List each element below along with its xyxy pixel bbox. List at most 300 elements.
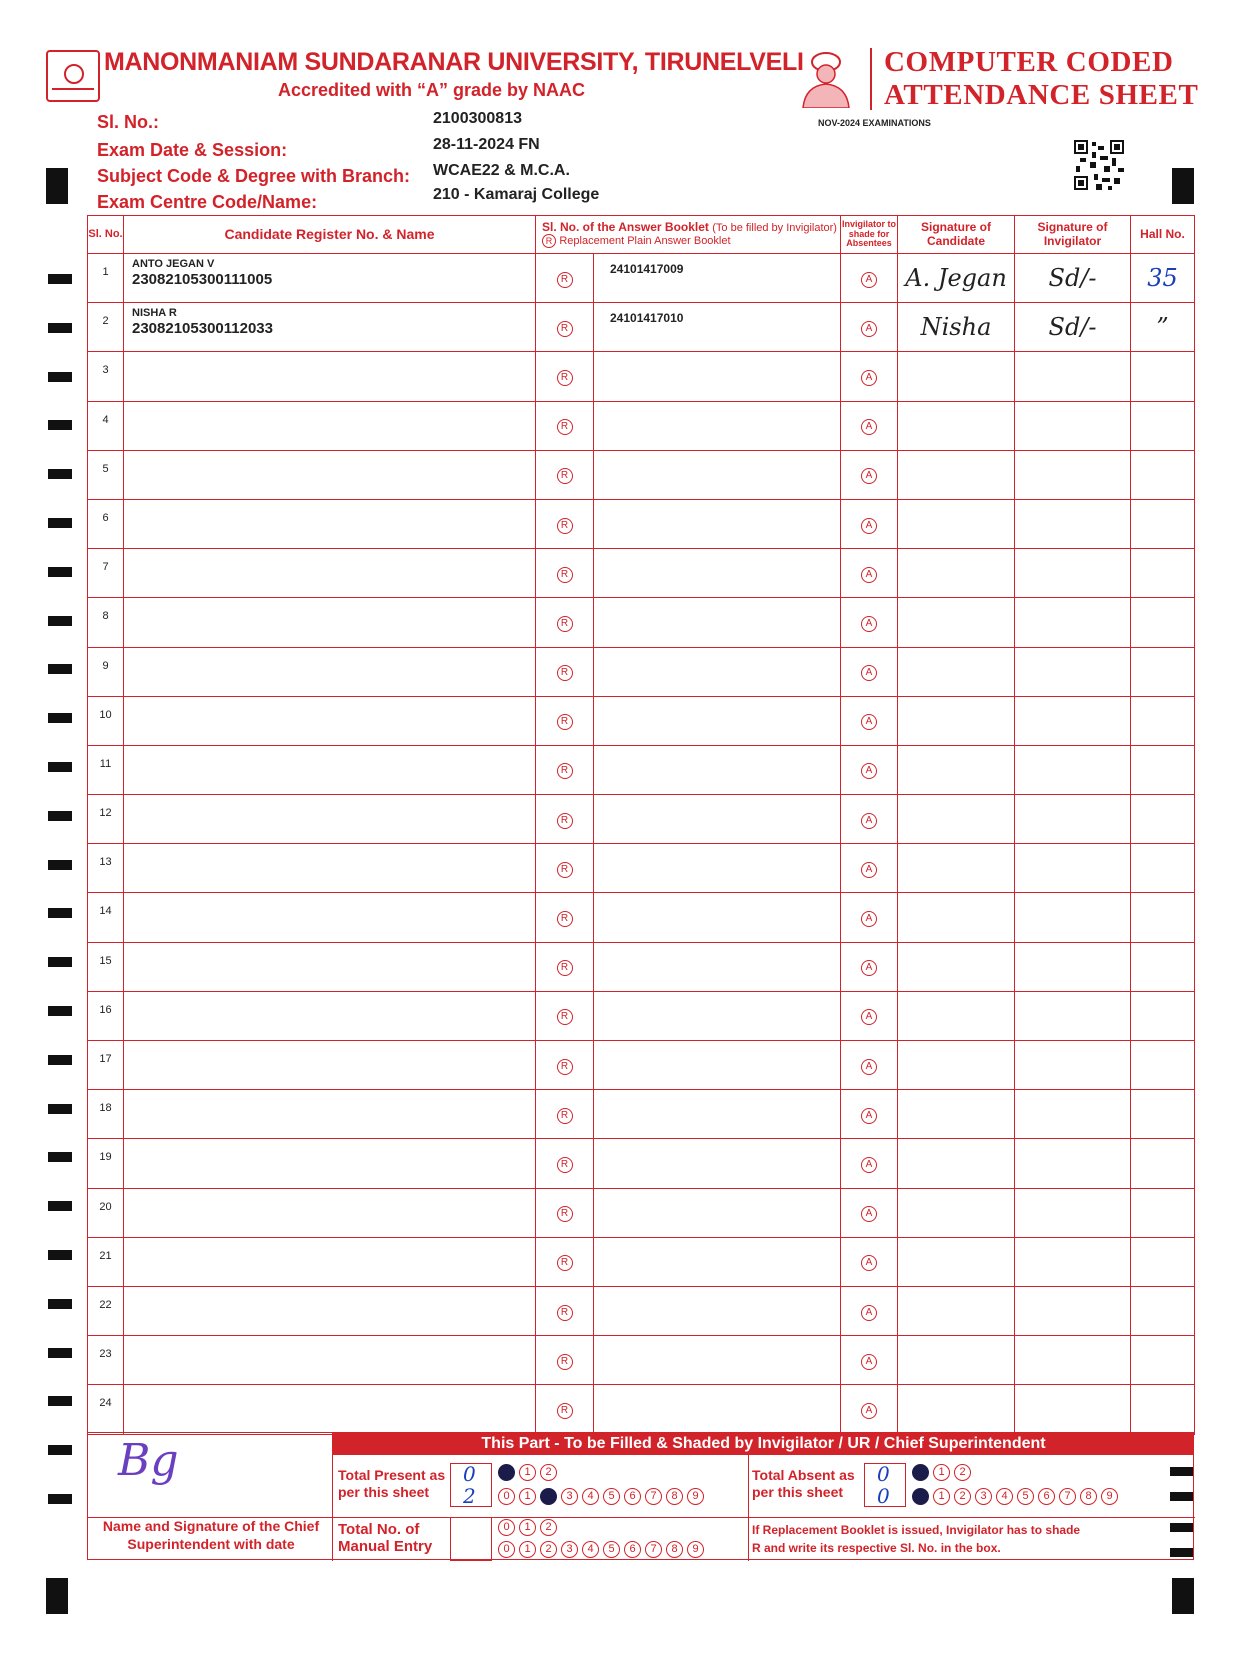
invigilator-signature[interactable] <box>1015 745 1131 794</box>
invigilator-signature[interactable] <box>1015 795 1131 844</box>
hall-number[interactable] <box>1131 942 1195 991</box>
bubble[interactable]: 6 <box>624 1488 641 1505</box>
timing-mark <box>48 908 72 918</box>
exam-tag: NOV-2024 EXAMINATIONS <box>818 118 931 128</box>
replacement-cell[interactable] <box>536 795 594 844</box>
replacement-cell[interactable] <box>536 991 594 1040</box>
candidate-cell <box>124 1385 536 1434</box>
absent-bubble[interactable]: A <box>861 616 877 632</box>
invigilator-signature[interactable] <box>1015 450 1131 499</box>
replacement-bubble[interactable]: R <box>557 1255 573 1271</box>
replacement-bubble[interactable]: R <box>557 911 573 927</box>
absent-cell[interactable] <box>841 1385 898 1434</box>
candidate-cell <box>124 549 536 598</box>
hall-number[interactable] <box>1131 991 1195 1040</box>
invigilator-signature[interactable] <box>1015 499 1131 548</box>
total-present-box[interactable] <box>450 1463 492 1507</box>
replacement-cell[interactable] <box>536 745 594 794</box>
bubble[interactable]: 5 <box>603 1488 620 1505</box>
absent-cell[interactable] <box>841 303 898 352</box>
bubble[interactable]: 4 <box>996 1488 1013 1505</box>
invigilator-signature[interactable] <box>1015 1385 1131 1434</box>
replacement-bubble[interactable]: R <box>557 665 573 681</box>
hall-number[interactable] <box>1131 696 1195 745</box>
candidate-signature[interactable] <box>898 1286 1015 1335</box>
candidate-cell <box>124 647 536 696</box>
present-tens-bubbles[interactable] <box>498 1464 557 1481</box>
bubble[interactable]: 0 <box>498 1519 515 1536</box>
replacement-cell[interactable] <box>536 1336 594 1385</box>
absent-bubble[interactable]: A <box>861 862 877 878</box>
replacement-cell[interactable] <box>536 352 594 401</box>
hall-number[interactable] <box>1131 647 1195 696</box>
booklet-number[interactable] <box>594 1237 841 1286</box>
bubble[interactable]: 5 <box>603 1541 620 1558</box>
present-units-bubbles[interactable] <box>498 1488 704 1505</box>
replacement-bubble[interactable]: R <box>557 1009 573 1025</box>
bubble[interactable]: 9 <box>1101 1488 1118 1505</box>
accreditation-text: Accredited with “A” grade by NAAC <box>278 80 586 100</box>
bubble[interactable]: 4 <box>582 1488 599 1505</box>
replacement-bubble[interactable]: R <box>557 1108 573 1124</box>
replacement-cell[interactable] <box>536 647 594 696</box>
replacement-bubble[interactable]: R <box>557 1206 573 1222</box>
booklet-number[interactable] <box>594 696 841 745</box>
candidate-signature[interactable] <box>898 1336 1015 1385</box>
row-slno: 24 <box>88 1385 124 1434</box>
absent-cell[interactable] <box>841 1237 898 1286</box>
hall-number[interactable] <box>1131 795 1195 844</box>
candidate-signature[interactable] <box>898 647 1015 696</box>
candidate-signature[interactable] <box>898 499 1015 548</box>
col-candidate: Candidate Register No. & Name <box>124 216 536 254</box>
absent-cell[interactable] <box>841 893 898 942</box>
absent-bubble[interactable]: A <box>861 567 877 583</box>
centre-value: 210 - Kamaraj College <box>433 186 600 203</box>
hall-number[interactable] <box>1131 499 1195 548</box>
replacement-cell[interactable] <box>536 1237 594 1286</box>
candidate-signature[interactable] <box>898 549 1015 598</box>
invigilator-signature[interactable]: Sd/- <box>1015 254 1131 303</box>
absent-cell[interactable] <box>841 1041 898 1090</box>
candidate-signature[interactable] <box>898 1139 1015 1188</box>
timing-mark <box>48 664 72 674</box>
booklet-number[interactable] <box>594 844 841 893</box>
hall-number[interactable] <box>1131 1090 1195 1139</box>
hall-number[interactable] <box>1131 598 1195 647</box>
timing-mark <box>48 1396 72 1406</box>
absent-bubble[interactable]: A <box>861 321 877 337</box>
absent-bubble[interactable]: A <box>861 1059 877 1075</box>
sheet-title <box>884 46 1199 112</box>
booklet-number[interactable] <box>594 1139 841 1188</box>
university-logo <box>46 50 100 102</box>
hall-number[interactable] <box>1131 549 1195 598</box>
replacement-cell[interactable] <box>536 696 594 745</box>
candidate-name: ANTO JEGAN V <box>132 258 215 270</box>
absent-bubble[interactable]: A <box>861 960 877 976</box>
timing-mark <box>48 957 72 967</box>
absent-bubble[interactable]: A <box>861 272 877 288</box>
candidate-signature[interactable] <box>898 1385 1015 1434</box>
invigilator-signature[interactable] <box>1015 1336 1131 1385</box>
bubble[interactable]: 1 <box>519 1519 536 1536</box>
invigilator-signature[interactable] <box>1015 1090 1131 1139</box>
candidate-cell <box>124 795 536 844</box>
replacement-bubble[interactable]: R <box>557 1157 573 1173</box>
bubble[interactable]: 7 <box>645 1541 662 1558</box>
bubble[interactable]: 8 <box>666 1541 683 1558</box>
candidate-cell <box>124 598 536 647</box>
invigilator-signature[interactable] <box>1015 1188 1131 1237</box>
hall-number[interactable]: 35 <box>1131 254 1195 303</box>
bubble[interactable]: 9 <box>687 1541 704 1558</box>
absent-bubble[interactable]: A <box>861 1157 877 1173</box>
absent-bubble[interactable]: A <box>861 763 877 779</box>
replacement-cell[interactable] <box>536 893 594 942</box>
table-row <box>88 254 1195 303</box>
row-slno: 8 <box>88 598 124 647</box>
hall-number[interactable] <box>1131 844 1195 893</box>
replacement-bubble[interactable]: R <box>557 813 573 829</box>
booklet-number[interactable] <box>594 991 841 1040</box>
summary-section <box>87 1432 1194 1560</box>
absent-cell[interactable] <box>841 844 898 893</box>
booklet-number[interactable] <box>594 745 841 794</box>
absent-bubble[interactable]: A <box>861 665 877 681</box>
bubble[interactable]: 7 <box>1059 1488 1076 1505</box>
absent-bubble[interactable]: A <box>861 911 877 927</box>
replacement-cell[interactable] <box>536 1385 594 1434</box>
replacement-cell[interactable] <box>536 942 594 991</box>
invigilator-signature[interactable] <box>1015 1139 1131 1188</box>
bubble[interactable]: 4 <box>582 1541 599 1558</box>
table-row <box>88 352 1195 401</box>
invigilator-signature[interactable] <box>1015 1286 1131 1335</box>
table-row <box>88 942 1195 991</box>
row-slno: 5 <box>88 450 124 499</box>
col-absent: Invigilator to shade for Absentees <box>841 216 898 254</box>
bubble[interactable]: 0 <box>912 1488 929 1505</box>
booklet-number[interactable] <box>594 1336 841 1385</box>
bubble[interactable]: 1 <box>519 1488 536 1505</box>
hall-number[interactable] <box>1131 450 1195 499</box>
hall-number[interactable] <box>1131 352 1195 401</box>
bubble[interactable]: 2 <box>954 1488 971 1505</box>
absent-cell[interactable] <box>841 745 898 794</box>
candidate-signature[interactable] <box>898 598 1015 647</box>
absent-cell[interactable] <box>841 942 898 991</box>
replacement-bubble[interactable]: R <box>557 763 573 779</box>
absent-cell[interactable] <box>841 991 898 1040</box>
invigilator-signature[interactable] <box>1015 1041 1131 1090</box>
absent-cell[interactable] <box>841 795 898 844</box>
absent-bubble[interactable]: A <box>861 1354 877 1370</box>
bubble[interactable]: 3 <box>561 1488 578 1505</box>
replacement-bubble[interactable]: R <box>557 1059 573 1075</box>
invigilator-signature[interactable] <box>1015 1237 1131 1286</box>
booklet-number[interactable]: 24101417010 <box>594 303 841 352</box>
replacement-cell[interactable] <box>536 499 594 548</box>
timing-mark <box>48 1104 72 1114</box>
replacement-cell[interactable] <box>536 450 594 499</box>
candidate-signature[interactable] <box>898 1237 1015 1286</box>
absent-cell[interactable] <box>841 401 898 450</box>
booklet-number[interactable] <box>594 352 841 401</box>
hall-number[interactable]: ” <box>1131 303 1195 352</box>
bubble[interactable]: 8 <box>666 1488 683 1505</box>
absent-bubble[interactable]: A <box>861 1305 877 1321</box>
candidate-signature[interactable]: A. Jegan <box>898 254 1015 303</box>
replacement-bubble-icon: R <box>542 234 556 248</box>
bubble[interactable]: 2 <box>540 1541 557 1558</box>
candidate-cell <box>124 942 536 991</box>
absent-bubble[interactable]: A <box>861 1206 877 1222</box>
replacement-bubble[interactable]: R <box>557 960 573 976</box>
hall-number[interactable] <box>1131 1385 1195 1434</box>
absent-bubble[interactable]: A <box>861 370 877 386</box>
booklet-number[interactable] <box>594 893 841 942</box>
sheet-title-line1: COMPUTER CODED <box>884 46 1174 78</box>
bubble[interactable]: 7 <box>645 1488 662 1505</box>
bubble[interactable]: 6 <box>624 1541 641 1558</box>
hall-number[interactable] <box>1131 401 1195 450</box>
invigilator-signature[interactable] <box>1015 844 1131 893</box>
absent-bubble[interactable]: A <box>861 419 877 435</box>
invigilator-signature[interactable] <box>1015 647 1131 696</box>
founder-portrait <box>795 46 857 108</box>
timing-mark <box>48 811 72 821</box>
candidate-signature[interactable] <box>898 893 1015 942</box>
replacement-bubble[interactable]: R <box>557 1305 573 1321</box>
bubble[interactable]: 1 <box>933 1488 950 1505</box>
bubble[interactable]: 0 <box>498 1541 515 1558</box>
candidate-signature[interactable] <box>898 696 1015 745</box>
bubble[interactable]: 6 <box>1038 1488 1055 1505</box>
timing-mark <box>48 469 72 479</box>
absent-bubble[interactable]: A <box>861 468 877 484</box>
candidate-signature[interactable] <box>898 795 1015 844</box>
table-row <box>88 499 1195 548</box>
absent-cell[interactable] <box>841 696 898 745</box>
total-absent-box[interactable] <box>864 1463 906 1507</box>
hall-number[interactable] <box>1131 1041 1195 1090</box>
candidate-signature[interactable]: Nisha <box>898 303 1015 352</box>
replacement-cell[interactable] <box>536 1286 594 1335</box>
timing-mark <box>48 1348 72 1358</box>
candidate-signature[interactable] <box>898 1188 1015 1237</box>
manual-tens-bubbles[interactable] <box>498 1519 557 1536</box>
hall-number[interactable] <box>1131 1188 1195 1237</box>
hall-number[interactable] <box>1131 893 1195 942</box>
absent-tens-bubbles[interactable] <box>912 1464 971 1481</box>
absent-cell[interactable] <box>841 254 898 303</box>
bubble[interactable]: 1 <box>519 1464 536 1481</box>
candidate-signature[interactable] <box>898 450 1015 499</box>
candidate-cell <box>124 1188 536 1237</box>
booklet-number[interactable] <box>594 1188 841 1237</box>
manual-entry-box[interactable] <box>450 1517 492 1561</box>
table-row <box>88 1139 1195 1188</box>
bubble[interactable]: 9 <box>687 1488 704 1505</box>
hall-number[interactable] <box>1131 745 1195 794</box>
replacement-bubble[interactable]: R <box>557 616 573 632</box>
absent-bubble[interactable]: A <box>861 518 877 534</box>
invigilator-signature[interactable]: Sd/- <box>1015 303 1131 352</box>
bubble[interactable]: 1 <box>519 1541 536 1558</box>
candidate-signature[interactable] <box>898 1041 1015 1090</box>
booklet-number[interactable] <box>594 1286 841 1335</box>
bubble[interactable]: 2 <box>954 1464 971 1481</box>
absent-cell[interactable] <box>841 549 898 598</box>
absent-bubble[interactable]: A <box>861 1403 877 1419</box>
row-slno: 3 <box>88 352 124 401</box>
row-slno: 14 <box>88 893 124 942</box>
bubble[interactable]: 3 <box>975 1488 992 1505</box>
corner-mark-bottom-right <box>1172 1578 1194 1614</box>
replacement-bubble[interactable]: R <box>557 1354 573 1370</box>
replacement-bubble[interactable]: R <box>557 468 573 484</box>
replacement-bubble[interactable]: R <box>557 518 573 534</box>
invigilator-signature[interactable] <box>1015 942 1131 991</box>
replacement-cell[interactable] <box>536 1090 594 1139</box>
candidate-signature[interactable] <box>898 352 1015 401</box>
row-slno: 19 <box>88 1139 124 1188</box>
replacement-cell[interactable] <box>536 844 594 893</box>
booklet-number[interactable] <box>594 499 841 548</box>
row-slno: 20 <box>88 1188 124 1237</box>
hall-number[interactable] <box>1131 1139 1195 1188</box>
absent-cell[interactable] <box>841 647 898 696</box>
sheet-title-line2: ATTENDANCE SHEET <box>884 79 1199 111</box>
absent-cell[interactable] <box>841 1188 898 1237</box>
replacement-bubble[interactable]: R <box>557 714 573 730</box>
table-row <box>88 795 1195 844</box>
replacement-bubble[interactable]: R <box>557 567 573 583</box>
bubble[interactable]: 3 <box>561 1541 578 1558</box>
candidate-cell <box>124 1041 536 1090</box>
invigilator-signature[interactable] <box>1015 696 1131 745</box>
candidate-signature[interactable] <box>898 745 1015 794</box>
qr-code <box>1074 140 1124 190</box>
candidate-cell <box>124 844 536 893</box>
candidate-signature[interactable] <box>898 401 1015 450</box>
invigilator-signature[interactable] <box>1015 401 1131 450</box>
replacement-bubble[interactable]: R <box>557 419 573 435</box>
booklet-number[interactable] <box>594 942 841 991</box>
hall-number[interactable] <box>1131 1286 1195 1335</box>
replacement-bubble[interactable]: R <box>557 272 573 288</box>
table-row <box>88 450 1195 499</box>
absent-bubble[interactable]: A <box>861 1009 877 1025</box>
candidate-cell <box>124 1139 536 1188</box>
table-row <box>88 1237 1195 1286</box>
booklet-number[interactable] <box>594 647 841 696</box>
bubble[interactable]: 0 <box>498 1464 515 1481</box>
table-row <box>88 1188 1195 1237</box>
replacement-bubble[interactable]: R <box>557 370 573 386</box>
absent-cell[interactable] <box>841 1139 898 1188</box>
replacement-cell[interactable] <box>536 549 594 598</box>
bubble[interactable]: 5 <box>1017 1488 1034 1505</box>
absent-bubble[interactable]: A <box>861 813 877 829</box>
invigilator-signature[interactable] <box>1015 352 1131 401</box>
candidate-signature[interactable] <box>898 942 1015 991</box>
row-slno: 16 <box>88 991 124 1040</box>
sl-no-label: Sl. No.: <box>97 112 159 132</box>
invigilator-signature[interactable] <box>1015 549 1131 598</box>
absent-cell[interactable] <box>841 598 898 647</box>
absent-bubble[interactable]: A <box>861 1108 877 1124</box>
replacement-bubble[interactable]: R <box>557 862 573 878</box>
replacement-bubble[interactable]: R <box>557 321 573 337</box>
timing-mark <box>48 372 72 382</box>
replacement-cell[interactable] <box>536 401 594 450</box>
invigilator-signature[interactable] <box>1015 991 1131 1040</box>
absent-bubble[interactable]: A <box>861 714 877 730</box>
absent-cell[interactable] <box>841 352 898 401</box>
bubble[interactable]: 2 <box>540 1519 557 1536</box>
candidate-cell <box>124 401 536 450</box>
bubble[interactable]: 0 <box>912 1464 929 1481</box>
manual-units-bubbles[interactable] <box>498 1541 704 1558</box>
booklet-number[interactable] <box>594 1090 841 1139</box>
replacement-cell[interactable] <box>536 254 594 303</box>
candidate-signature[interactable] <box>898 1090 1015 1139</box>
row-slno: 12 <box>88 795 124 844</box>
chief-signature[interactable]: Bg <box>118 1435 179 1486</box>
replacement-cell[interactable] <box>536 303 594 352</box>
bubble[interactable]: 2 <box>540 1464 557 1481</box>
timing-mark <box>48 1250 72 1260</box>
absent-cell[interactable] <box>841 1090 898 1139</box>
candidate-signature[interactable] <box>898 991 1015 1040</box>
booklet-number[interactable] <box>594 549 841 598</box>
bubble[interactable]: 8 <box>1080 1488 1097 1505</box>
absent-units-bubbles[interactable] <box>912 1488 1118 1505</box>
table-row <box>88 1336 1195 1385</box>
table-row <box>88 303 1195 352</box>
replacement-cell[interactable] <box>536 1139 594 1188</box>
replacement-cell[interactable] <box>536 1188 594 1237</box>
absent-cell[interactable] <box>841 499 898 548</box>
absent-cell[interactable] <box>841 450 898 499</box>
candidate-cell <box>124 352 536 401</box>
booklet-number[interactable] <box>594 450 841 499</box>
hall-number[interactable] <box>1131 1237 1195 1286</box>
booklet-number[interactable] <box>594 1385 841 1434</box>
hall-number[interactable] <box>1131 1336 1195 1385</box>
booklet-number[interactable] <box>594 1041 841 1090</box>
invigilator-signature[interactable] <box>1015 598 1131 647</box>
booklet-number[interactable] <box>594 598 841 647</box>
bubble[interactable]: 0 <box>498 1488 515 1505</box>
booklet-number[interactable]: 24101417009 <box>594 254 841 303</box>
replacement-cell[interactable] <box>536 598 594 647</box>
bubble[interactable]: 1 <box>933 1464 950 1481</box>
absent-bubble[interactable]: A <box>861 1255 877 1271</box>
booklet-number[interactable] <box>594 795 841 844</box>
invigilator-signature[interactable] <box>1015 893 1131 942</box>
absent-cell[interactable] <box>841 1336 898 1385</box>
bubble[interactable]: 2 <box>540 1488 557 1505</box>
absent-cell[interactable] <box>841 1286 898 1335</box>
replacement-cell[interactable] <box>536 1041 594 1090</box>
candidate-signature[interactable] <box>898 844 1015 893</box>
replacement-bubble[interactable]: R <box>557 1403 573 1419</box>
booklet-number[interactable] <box>594 401 841 450</box>
timing-mark <box>48 616 72 626</box>
